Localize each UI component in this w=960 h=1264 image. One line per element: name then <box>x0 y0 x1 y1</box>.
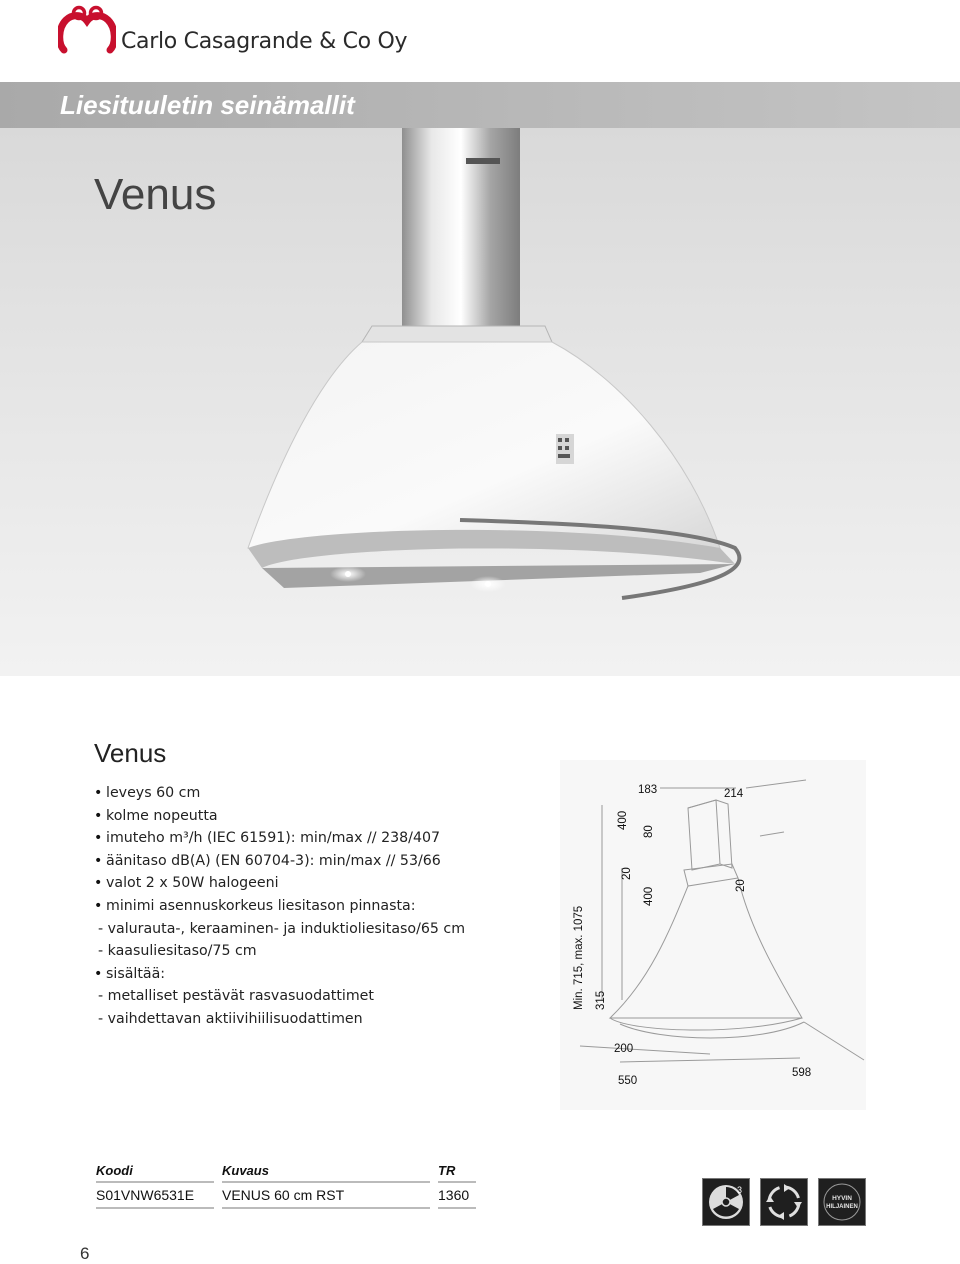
fan-speeds-icon <box>702 1178 750 1226</box>
dim-400-mid: 400 <box>643 886 655 906</box>
column-header-tr: TR <box>438 1163 476 1183</box>
dim-install-range: Min. 715, max. 1075 <box>573 905 585 1010</box>
recirculation-icon <box>760 1178 808 1226</box>
dim-200: 200 <box>614 1043 634 1055</box>
list-item: • minimi asennuskorkeus liesitason pinnasta: <box>94 895 564 918</box>
quiet-line-2: HILJAINEN <box>826 1204 858 1210</box>
dim-20-left: 20 <box>621 867 633 880</box>
list-sub-item: - metalliset pestävät rasvasuodattimet <box>98 988 374 1005</box>
cell-code: S01VNW6531E <box>96 1183 214 1209</box>
quiet-line-1: HYVIN <box>832 1195 852 1202</box>
cell-description: VENUS 60 cm RST <box>222 1183 430 1209</box>
dim-400-top: 400 <box>617 810 629 830</box>
quiet-badge-icon <box>818 1178 866 1226</box>
column-header-code: Koodi <box>96 1163 214 1183</box>
cc-logo-icon <box>58 4 116 56</box>
page-header <box>0 0 960 70</box>
dimension-drawing <box>560 760 866 1110</box>
list-item: • kolme nopeutta <box>94 805 564 828</box>
column-header-description: Kuvaus <box>222 1163 430 1183</box>
feature-list <box>94 782 564 1031</box>
cell-tr: 1360 <box>438 1183 476 1209</box>
section-title: Liesituuletin seinämallit <box>60 90 355 120</box>
dim-183: 183 <box>638 784 658 796</box>
list-item: • leveys 60 cm <box>94 782 564 805</box>
hero-title: Venus <box>94 170 217 219</box>
dim-20-right: 20 <box>735 879 747 892</box>
list-sub-item: - vaihdettavan aktiivihiilisuodattimen <box>98 1010 363 1027</box>
dim-214: 214 <box>724 788 744 800</box>
dim-598: 598 <box>792 1067 812 1079</box>
section-header-bar <box>0 82 960 128</box>
product-code-table <box>88 1163 484 1209</box>
list-item: • äänitaso dB(A) (EN 60704-3): min/max // 53/66 <box>94 850 564 873</box>
product-title: Venus <box>94 738 167 768</box>
speed-count: 3 <box>737 1185 743 1195</box>
table-row <box>96 1183 476 1209</box>
feature-badges <box>702 1178 866 1226</box>
list-sub-item: - valurauta-, keraaminen- ja induktioliesitaso/65 cm <box>98 920 466 937</box>
list-sub-item: - kaasuliesitaso/75 cm <box>98 943 257 960</box>
dim-315: 315 <box>595 990 607 1010</box>
dim-550: 550 <box>618 1075 638 1087</box>
brand-name: Carlo Casagrande & Co Oy <box>121 29 408 54</box>
page-number: 6 <box>80 1244 90 1263</box>
list-item: • imuteho m³/h (IEC 61591): min/max // 238/407 <box>94 827 564 850</box>
list-item: • valot 2 x 50W halogeeni <box>94 872 564 895</box>
list-item: • sisältää: <box>94 963 564 986</box>
dim-80: 80 <box>643 825 655 838</box>
